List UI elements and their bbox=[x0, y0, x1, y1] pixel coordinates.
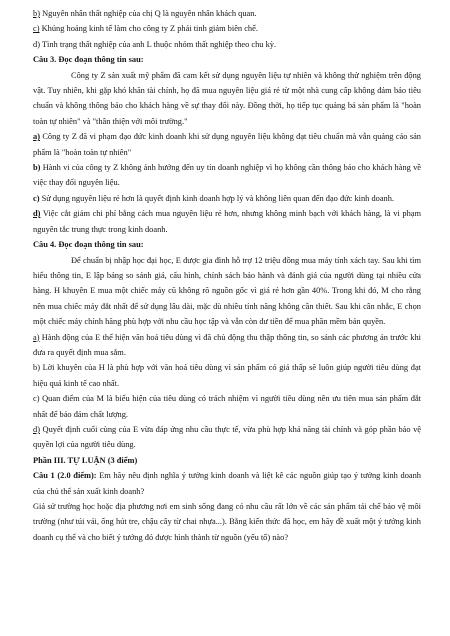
option-text: Nguyên nhân thất nghiệp của chị Q là nguyên nhân khách quan. bbox=[39, 9, 257, 18]
option-text: Quyết định cuối cùng của E vừa đáp ứng nhu cầu thực tế, vừa phù hợp khả năng tài chính và góp phần bảo vệ quyền lợi của người tiêu dùng. bbox=[33, 424, 421, 450]
option-text: Quan điểm của M là biểu hiện của tiêu dùng có trách nhiệm vì người tiêu dùng nên ưu tiên mua sản phẩm đắt nhất để bảo đảm chất lượng. bbox=[33, 394, 421, 419]
question-3-passage: Công ty Z sản xuất mỹ phẩm đã cam kết sử dụng nguyên liệu tự nhiên và không thử nghiệm trên động vật. Tuy nhiên, khi gặp khó khăn tài chính, họ đã mua nguyên liệu giá rẻ từ một nhà cung cấp không đảm bảo tiêu chuẩn và không thông báo cho khách hàng về sự thay đổi này. Đồng thời, họ tiếp tục quảng bá sản phẩm là "hoàn toàn tự nhiên" và "thân thiện với môi trường." bbox=[33, 70, 421, 126]
option-label: d) bbox=[33, 209, 41, 219]
question-3-option-d bbox=[33, 206, 421, 237]
question-label: Câu 1 (2.0 điểm): bbox=[33, 471, 97, 481]
question-4-option-d bbox=[33, 422, 421, 453]
option-label: a) bbox=[33, 132, 40, 142]
question-text: Em hãy nêu định nghĩa ý tưởng kinh doanh và liệt kê các nguồn giúp tạo ý tưởng kinh doanh của chủ thể sản xuất kinh doanh? bbox=[33, 471, 421, 496]
essay-question-1 bbox=[33, 468, 421, 499]
option-label: c) bbox=[33, 394, 40, 404]
question-4-passage: Để chuẩn bị nhập học đại học, E được gia đình hỗ trợ 12 triệu đồng mua máy tính xách tay. Sau khi tìm hiểu thông tin, E lập bảng so sánh giá, cấu hình, chính sách bảo hành và đánh giá của người dùng tại nhiều cửa hàng. H khuyên E mua một chiếc máy cũ không rõ nguồn gốc vì giá rẻ hơn gần 40%. Trong khi đó, M cho rằng nên mua chiếc máy đắt nhất để sử dụng lâu dài, mặc dù nhiều tính năng không cần thiết. Sau khi cân nhắc, E chọn một chiếc máy chính hãng phù hợp với nhu cầu học tập và vẫn còn dư tiền để mua phần mềm bản quyền. bbox=[33, 255, 421, 327]
question-3-option-c bbox=[33, 191, 421, 206]
answer-line-d bbox=[33, 37, 421, 52]
option-label: c) bbox=[33, 24, 40, 34]
part-3-heading: Phần III. TỰ LUẬN (3 điểm) bbox=[33, 455, 138, 465]
option-label: b) bbox=[33, 163, 41, 173]
question-4-option-b bbox=[33, 360, 421, 391]
option-text: d) Tình trạng thất nghiệp của anh L thuộc nhóm thất nghiệp theo chu kỳ. bbox=[33, 39, 277, 49]
question-3-option-a bbox=[33, 129, 421, 160]
essay-question-1-scenario: Giả sử trường học hoặc địa phương nơi em sinh sống đang có nhu cầu rất lớn về các sản phẩm tái chế bảo vệ môi trường (như túi vải, ống hút tre, chậu cây từ chai nhựa...). Bằng kiến thức đã học, em hãy đề xuất một ý tưởng kinh doanh cụ thể và cho biết ý tưởng đó được hình thành từ nguồn (yếu tố) nào? bbox=[33, 502, 421, 542]
question-3-option-b bbox=[33, 160, 421, 191]
option-text: Hành động của E thể hiện văn hoá tiêu dùng vì đã chủ động thu thập thông tin, so sánh các phương án trước khi đưa ra quyết định mua sắm. bbox=[33, 332, 421, 357]
option-text: Lời khuyên của H là phù hợp với văn hoá tiêu dùng vì sản phẩm có giá thấp sẽ luôn giúp người tiêu dùng đạt hiệu quả kinh tế cao nhất. bbox=[33, 363, 421, 388]
option-text: Sử dụng nguyên liệu rẻ hơn là quyết định kinh doanh hợp lý và không liên quan đến đạo đức kinh doanh. bbox=[39, 193, 395, 203]
option-label: b) bbox=[33, 9, 40, 18]
option-label: a) bbox=[33, 332, 40, 342]
option-text: Khủng hoảng kinh tế làm cho công ty Z phải tinh giảm biên chế. bbox=[39, 24, 258, 34]
option-text: Công ty Z đã vi phạm đạo đức kinh doanh khi sử dụng nguyên liệu không đạt tiêu chuẩn mà vẫn quảng cáo sản phẩm là "hoàn toàn tự nhiên" bbox=[33, 132, 421, 157]
option-text: Hành vi của công ty Z không ảnh hưởng đến uy tín doanh nghiệp vì họ không cần thông báo cho khách hàng về việc thay đổi nguyên liệu. bbox=[33, 163, 421, 188]
exam-page bbox=[33, 6, 421, 545]
question-4-option-c bbox=[33, 391, 421, 422]
option-label: d) bbox=[33, 424, 40, 434]
option-label: c) bbox=[33, 193, 40, 203]
question-4-heading: Câu 4. Đọc đoạn thông tin sau: bbox=[33, 240, 144, 250]
question-4-option-a bbox=[33, 330, 421, 361]
option-text: Việc cắt giảm chi phí bằng cách mua nguyên liệu rẻ hơn, nhưng không minh bạch với khách hàng, là vi phạm nguyên tắc trung thực trong kinh doanh. bbox=[33, 209, 421, 234]
answer-line-b bbox=[33, 6, 421, 21]
answer-line-c bbox=[33, 21, 421, 36]
question-3-heading: Câu 3. Đọc đoạn thông tin sau: bbox=[33, 55, 144, 65]
option-label: b) bbox=[33, 363, 40, 373]
